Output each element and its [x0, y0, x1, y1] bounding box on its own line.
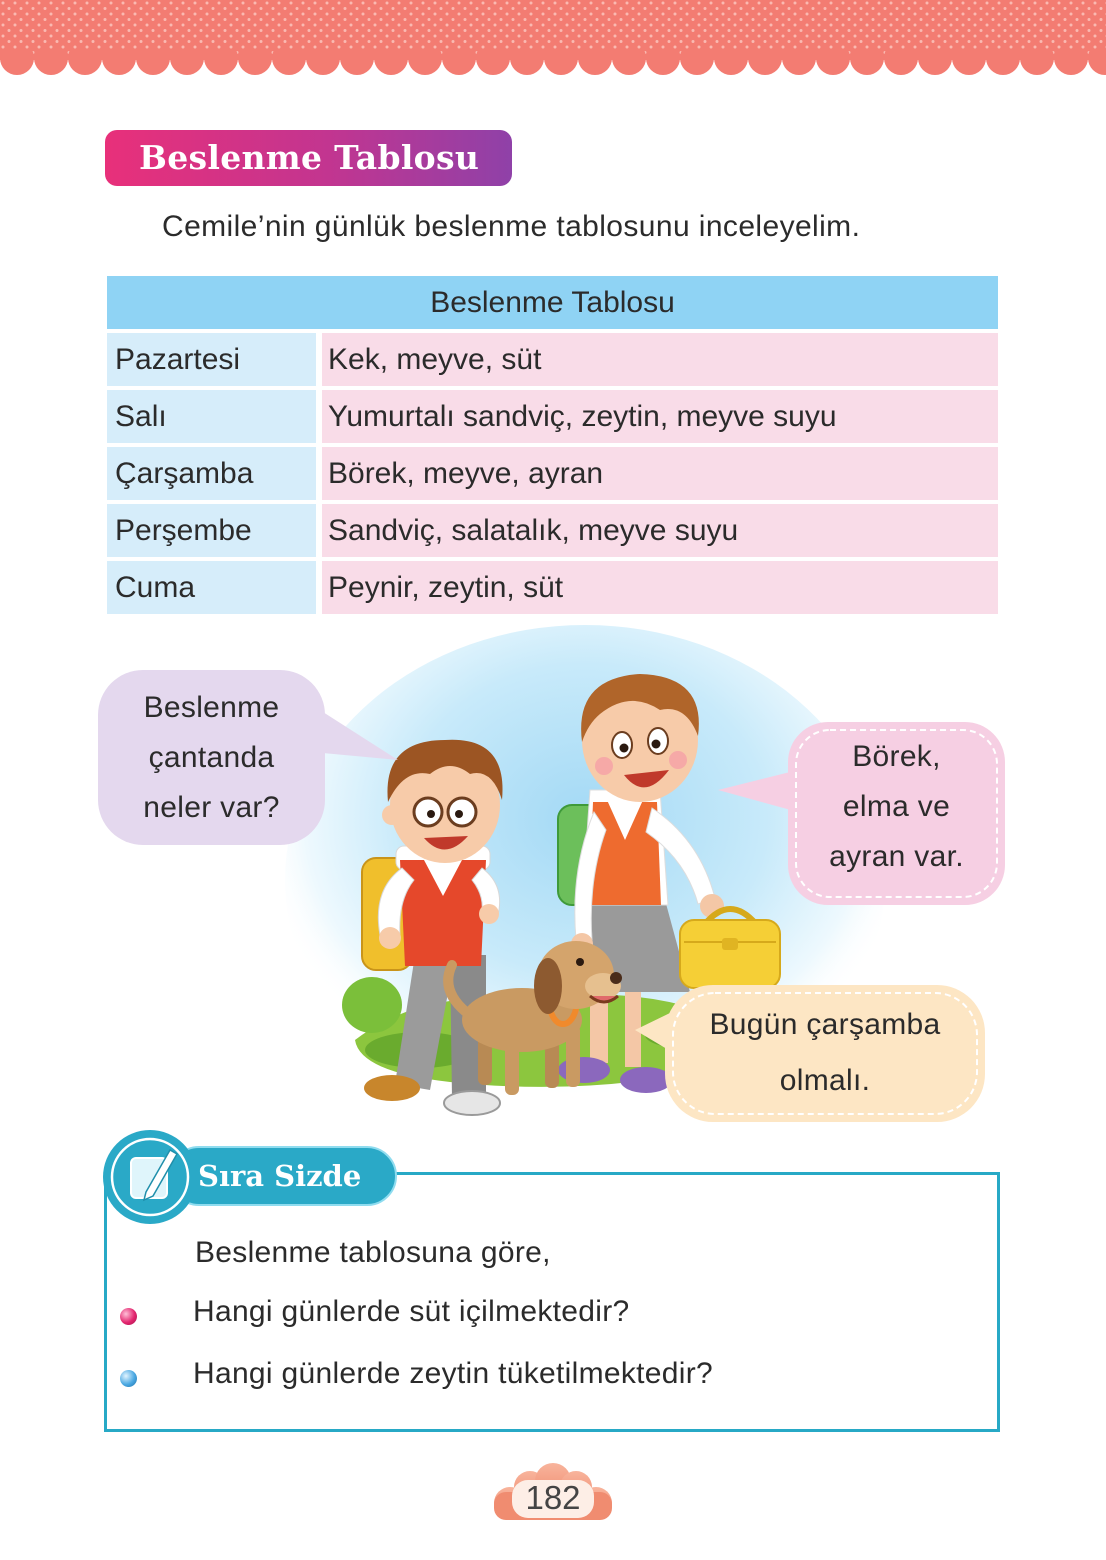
bubble-right-text: [788, 732, 1005, 882]
table-row: [107, 333, 998, 386]
blue-bullet-icon: [120, 1370, 137, 1387]
bubble-line: ayran var.: [829, 840, 964, 873]
food-cell: Kek, meyve, süt: [322, 333, 998, 386]
girl-eye: [652, 740, 661, 749]
day-cell: Pazartesi: [107, 333, 316, 386]
bag-clasp: [722, 938, 738, 950]
exercise-question: Hangi günlerde süt içilmektedir?: [193, 1295, 630, 1328]
boy-left-hand: [379, 927, 401, 949]
bubble-line: elma ve: [842, 790, 951, 823]
pink-bullet-icon: [120, 1308, 137, 1325]
table-row: [107, 447, 998, 500]
girl-cheek: [669, 751, 687, 769]
exercise-heading: Sıra Sizde: [198, 1159, 362, 1193]
food-cell: Peynir, zeytin, süt: [322, 561, 998, 614]
bubble-line: olmalı.: [779, 1064, 871, 1097]
page-number: 182: [525, 1479, 581, 1516]
girl-right-leg: [625, 985, 641, 1067]
bubble-line: Börek,: [852, 740, 941, 773]
bubble-line: Bugün çarşamba: [709, 1008, 941, 1041]
exercise-question: Hangi günlerde zeytin tüketilmektedir?: [193, 1357, 714, 1390]
day-cell: Cuma: [107, 561, 316, 614]
yellow-lunch-bag: [680, 909, 780, 988]
table-row: [107, 504, 998, 557]
bubble-line: Beslenme: [143, 691, 280, 724]
bubble-line: çantanda: [148, 741, 275, 774]
top-decorative-band: [0, 0, 1106, 80]
food-cell: Sandviç, salatalık, meyve suyu: [322, 504, 998, 557]
intro-text: Cemile’nin günlük beslenme tablosunu inceleyelim.: [162, 210, 861, 243]
girl-left-shoe: [558, 1057, 610, 1083]
day-cell: Salı: [107, 390, 316, 443]
dog-eye: [576, 958, 584, 966]
boy-right-shoe: [444, 1091, 500, 1115]
bag-body: [680, 920, 780, 988]
band-scalloped-edge: [0, 50, 1106, 80]
section-title: Beslenme Tablosu: [139, 138, 480, 177]
table-row: [107, 390, 998, 443]
bubble-left-text: [98, 683, 325, 833]
girl-cheek: [595, 757, 613, 775]
bubble-line: neler var?: [143, 791, 280, 824]
nutrition-table: [107, 276, 998, 614]
boy-eye: [427, 810, 435, 818]
bush: [342, 977, 402, 1033]
section-title-badge: [105, 130, 512, 186]
dog-nose: [610, 972, 622, 984]
boy-right-hand: [479, 904, 499, 924]
bubble-bottom-text: [665, 997, 985, 1109]
band-dot-pattern: [0, 0, 1106, 56]
food-cell: Börek, meyve, ayran: [322, 447, 998, 500]
day-cell: Perşembe: [107, 504, 316, 557]
boy-eye: [455, 810, 463, 818]
dog-ear: [534, 958, 562, 1014]
boy-left-shoe: [364, 1075, 420, 1101]
food-cell: Yumurtalı sandviç, zeytin, meyve suyu: [322, 390, 998, 443]
day-cell: Çarşamba: [107, 447, 316, 500]
table-header: Beslenme Tablosu: [107, 276, 998, 329]
exercise-prompt: Beslenme tablosuna göre,: [195, 1236, 551, 1269]
girl-eye: [620, 744, 629, 753]
table-row: [107, 561, 998, 614]
